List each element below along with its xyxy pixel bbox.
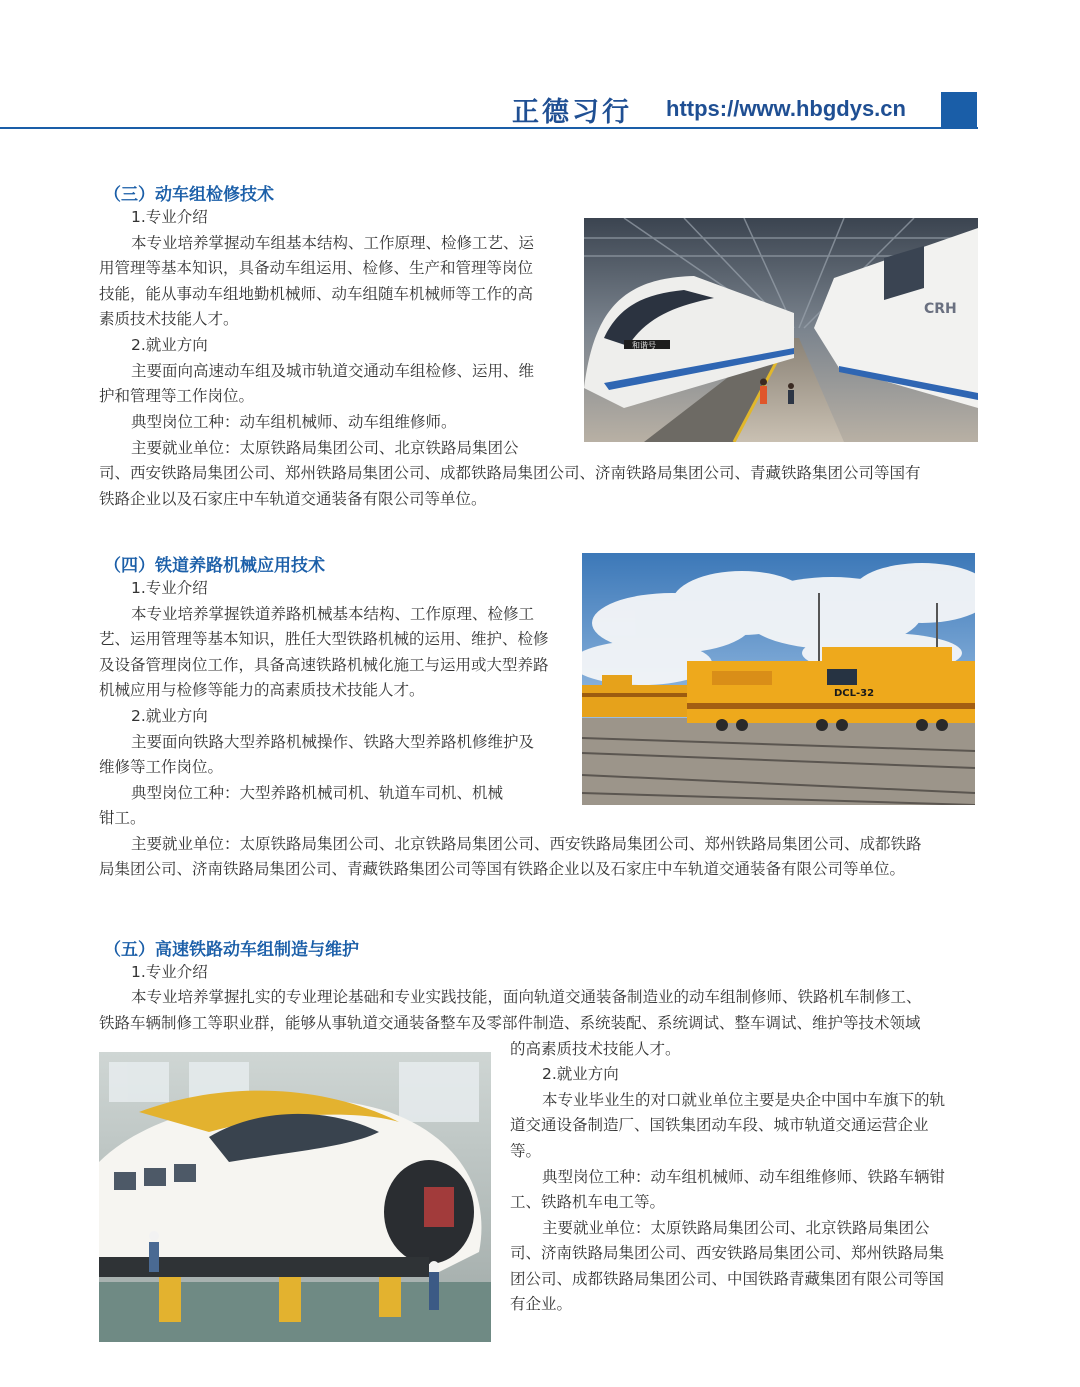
text-line: 及设备管理岗位工作，具备高速铁路机械化施工与运用或大型养路 <box>99 656 549 674</box>
photo-emu-depot <box>584 218 978 442</box>
text-line: 本专业培养掌握铁道养路机械基本结构、工作原理、检修工 <box>131 605 535 623</box>
text-line: 护和管理等工作岗位。 <box>99 387 255 405</box>
text-line: 典型岗位工种：动车组机械师、动车组维修师、铁路车辆钳 <box>542 1168 946 1186</box>
text-line: 典型岗位工种：动车组机械师、动车组维修师。 <box>131 413 457 431</box>
text-line: 有企业。 <box>510 1295 573 1313</box>
machine-number-label: DCL-32 <box>834 688 875 699</box>
text-line: 主要就业单位：太原铁路局集团公司、北京铁路局集团公 <box>131 439 519 457</box>
text-line: 素质技术技能人才。 <box>99 310 239 328</box>
photo-track-machine <box>582 553 975 805</box>
text-line: 2.就业方向 <box>542 1065 619 1083</box>
text-line: 2.就业方向 <box>131 707 208 725</box>
section-title-track-machinery: （四）铁道养路机械应用技术 <box>104 556 325 576</box>
text-line: 等。 <box>510 1142 542 1160</box>
text-line: 铁路车辆制修工等职业群，能够从事轨道交通装备整车及零部件制造、系统装配、系统调试、整车调试、维护等技术领域 <box>99 1014 921 1032</box>
text-line: 工、铁路机车电工等。 <box>510 1193 666 1211</box>
section-title-emu-maintenance: （三）动车组检修技术 <box>104 185 274 205</box>
text-line: 技能，能从事动车组地勤机械师、动车组随车机械师等工作的高 <box>99 285 534 303</box>
text-line: 司、济南铁路局集团公司、西安铁路局集团公司、郑州铁路局集 <box>510 1244 945 1262</box>
text-line: 司、西安铁路局集团公司、郑州铁路局集团公司、成都铁路局集团公司、济南铁路局集团公司、青藏铁路集团公司等国有 <box>99 464 921 482</box>
text-line: 1.专业介绍 <box>131 208 208 226</box>
text-line: 主要就业单位：太原铁路局集团公司、北京铁路局集团公司、西安铁路局集团公司、郑州铁路局集团公司、成都铁路 <box>131 835 922 853</box>
photo-emu-manufacturing <box>99 1052 491 1342</box>
text-line: 机械应用与检修等能力的高素质技术技能人才。 <box>99 681 425 699</box>
text-line: 钳工。 <box>99 809 146 827</box>
text-line: 主要就业单位：太原铁路局集团公司、北京铁路局集团公 <box>542 1219 930 1237</box>
text-line: 道交通设备制造厂、国铁集团动车段、城市轨道交通运营企业 <box>510 1116 929 1134</box>
header-accent-block <box>941 92 977 129</box>
text-line: 铁路企业以及石家庄中车轨道交通装备有限公司等单位。 <box>99 490 487 508</box>
text-line: 维修等工作岗位。 <box>99 758 224 776</box>
text-line: 1.专业介绍 <box>131 579 208 597</box>
header-rule <box>0 127 978 129</box>
header-motto: 正德习行 <box>512 97 632 128</box>
text-line: 典型岗位工种：大型养路机械司机、轨道车司机、机械 <box>131 784 504 802</box>
text-line: 本专业培养掌握扎实的专业理论基础和专业实践技能，面向轨道交通装备制造业的动车组制修师、铁路机车制修工、 <box>131 988 922 1006</box>
text-line: 艺、运用管理等基本知识，胜任大型铁路机械的运用、维护、检修 <box>99 630 549 648</box>
svg-text:和谐号: 和谐号 <box>632 341 656 350</box>
text-line: 本专业培养掌握动车组基本结构、工作原理、检修工艺、运 <box>131 234 535 252</box>
text-line: 2.就业方向 <box>131 336 208 354</box>
text-line: 局集团公司、济南铁路局集团公司、青藏铁路集团公司等国有铁路企业以及石家庄中车轨道交通装备有限公司等单位。 <box>99 860 906 878</box>
text-line: 1.专业介绍 <box>131 963 208 981</box>
text-line: 团公司、成都铁路局集团公司、中国铁路青藏集团有限公司等国 <box>510 1270 945 1288</box>
text-line: 用管理等基本知识，具备动车组运用、检修、生产和管理等岗位 <box>99 259 534 277</box>
header-url[interactable]: https://www.hbgdys.cn <box>666 96 906 121</box>
section-title-hsr-emu-manufacturing: （五）高速铁路动车组制造与维护 <box>104 940 359 960</box>
svg-text:CRH: CRH <box>924 301 957 317</box>
text-line: 本专业毕业生的对口就业单位主要是央企中国中车旗下的轨 <box>542 1091 946 1109</box>
text-line: 的高素质技术技能人才。 <box>510 1040 681 1058</box>
text-line: 主要面向高速动车组及城市轨道交通动车组检修、运用、维 <box>131 362 535 380</box>
text-line: 主要面向铁路大型养路机械操作、铁路大型养路机修维护及 <box>131 733 535 751</box>
